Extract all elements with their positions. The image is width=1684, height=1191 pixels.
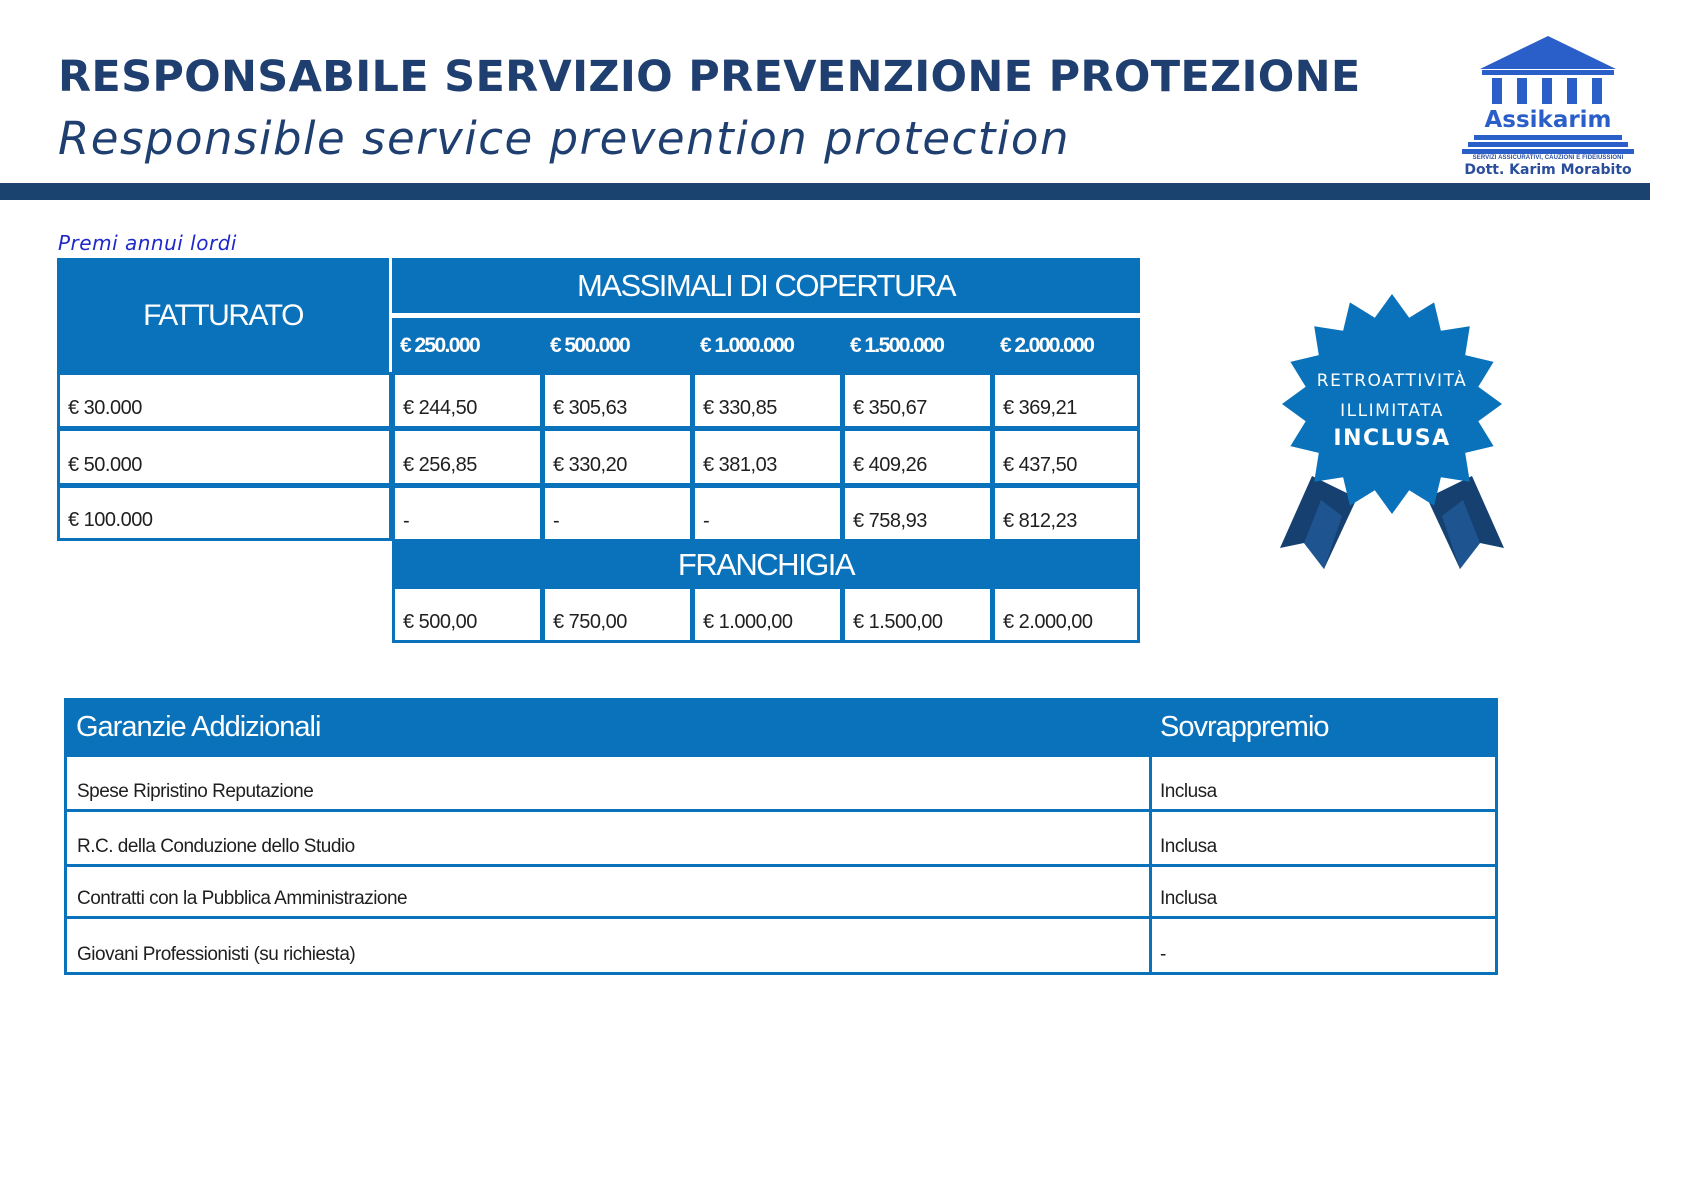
deductible-cell: € 500,00 [392, 586, 543, 643]
deductible-cell: € 2.000,00 [992, 586, 1140, 643]
guarantee-value: - [1149, 916, 1498, 975]
badge-line-1: RETROATTIVITÀ [1316, 371, 1468, 391]
limit-header: € 2.000.000 [1000, 334, 1094, 357]
premium-cell: € 244,50 [392, 372, 543, 429]
guarantee-value: Inclusa [1149, 809, 1498, 867]
guarantee-label: Contratti con la Pubblica Amministrazione [64, 864, 1153, 919]
premium-cell: € 330,85 [692, 372, 843, 429]
deductible-cell: € 1.500,00 [842, 586, 993, 643]
guarantee-label: R.C. della Conduzione dello Studio [64, 809, 1153, 867]
additional-header [64, 698, 1498, 756]
deductible-cell: € 750,00 [542, 586, 693, 643]
premium-cell: € 437,50 [992, 428, 1140, 486]
premium-cell: - [542, 485, 693, 542]
revenue-header: FATTURATO [57, 258, 389, 374]
revenue-cell: € 100.000 [57, 485, 392, 541]
premium-cell: € 812,23 [992, 485, 1140, 542]
premium-cell: € 369,21 [992, 372, 1140, 429]
premium-cell: € 330,20 [542, 428, 693, 486]
guarantee-label: Giovani Professionisti (su richiesta) [64, 916, 1153, 975]
revenue-cell: € 30.000 [57, 372, 392, 429]
deductible-cell: € 1.000,00 [692, 586, 843, 643]
premium-note: Premi annui lordi [58, 231, 237, 255]
premium-cell: € 305,63 [542, 372, 693, 429]
temple-columns-icon [1444, 33, 1652, 111]
limit-header: € 1.000.000 [700, 334, 794, 357]
guarantee-value: Inclusa [1149, 864, 1498, 919]
guarantee-value: Inclusa [1149, 754, 1498, 812]
deductible-header: FRANCHIGIA [392, 542, 1140, 588]
premium-cell: - [692, 485, 843, 542]
premium-cell: € 256,85 [392, 428, 543, 486]
logo-name: Assikarim [1484, 107, 1612, 133]
limits-header: MASSIMALI DI COPERTURA [392, 258, 1140, 313]
limits-row [392, 318, 1140, 374]
logo-owner: Dott. Karim Morabito [1464, 162, 1632, 178]
revenue-cell: € 50.000 [57, 428, 392, 486]
additional-header-label: Garanzie Addizionali [76, 710, 321, 743]
page-title: RESPONSABILE SERVIZIO PREVENZIONE PROTEZIONE [58, 52, 1361, 102]
logo-tagline: SERVIZI ASSICURATIVI, CAUZIONI E FIDEIUSSIONI [1472, 155, 1624, 161]
premium-cell: € 381,03 [692, 428, 843, 486]
company-logo [1444, 33, 1652, 183]
surcharge-header-label: Sovrappremio [1160, 710, 1329, 743]
page-subtitle: Responsible service prevention protection [58, 112, 1070, 165]
guarantee-label: Spese Ripristino Reputazione [64, 754, 1153, 812]
badge-line-2: ILLIMITATA [1340, 401, 1444, 421]
limit-header: € 250.000 [400, 334, 480, 357]
premium-cell: - [392, 485, 543, 542]
premium-cell: € 758,93 [842, 485, 993, 542]
limit-header: € 1.500.000 [850, 334, 944, 357]
premium-cell: € 350,67 [842, 372, 993, 429]
badge-line-3: INCLUSA [1333, 426, 1451, 451]
premium-cell: € 409,26 [842, 428, 993, 486]
limit-header: € 500.000 [550, 334, 630, 357]
header-divider [0, 183, 1650, 200]
